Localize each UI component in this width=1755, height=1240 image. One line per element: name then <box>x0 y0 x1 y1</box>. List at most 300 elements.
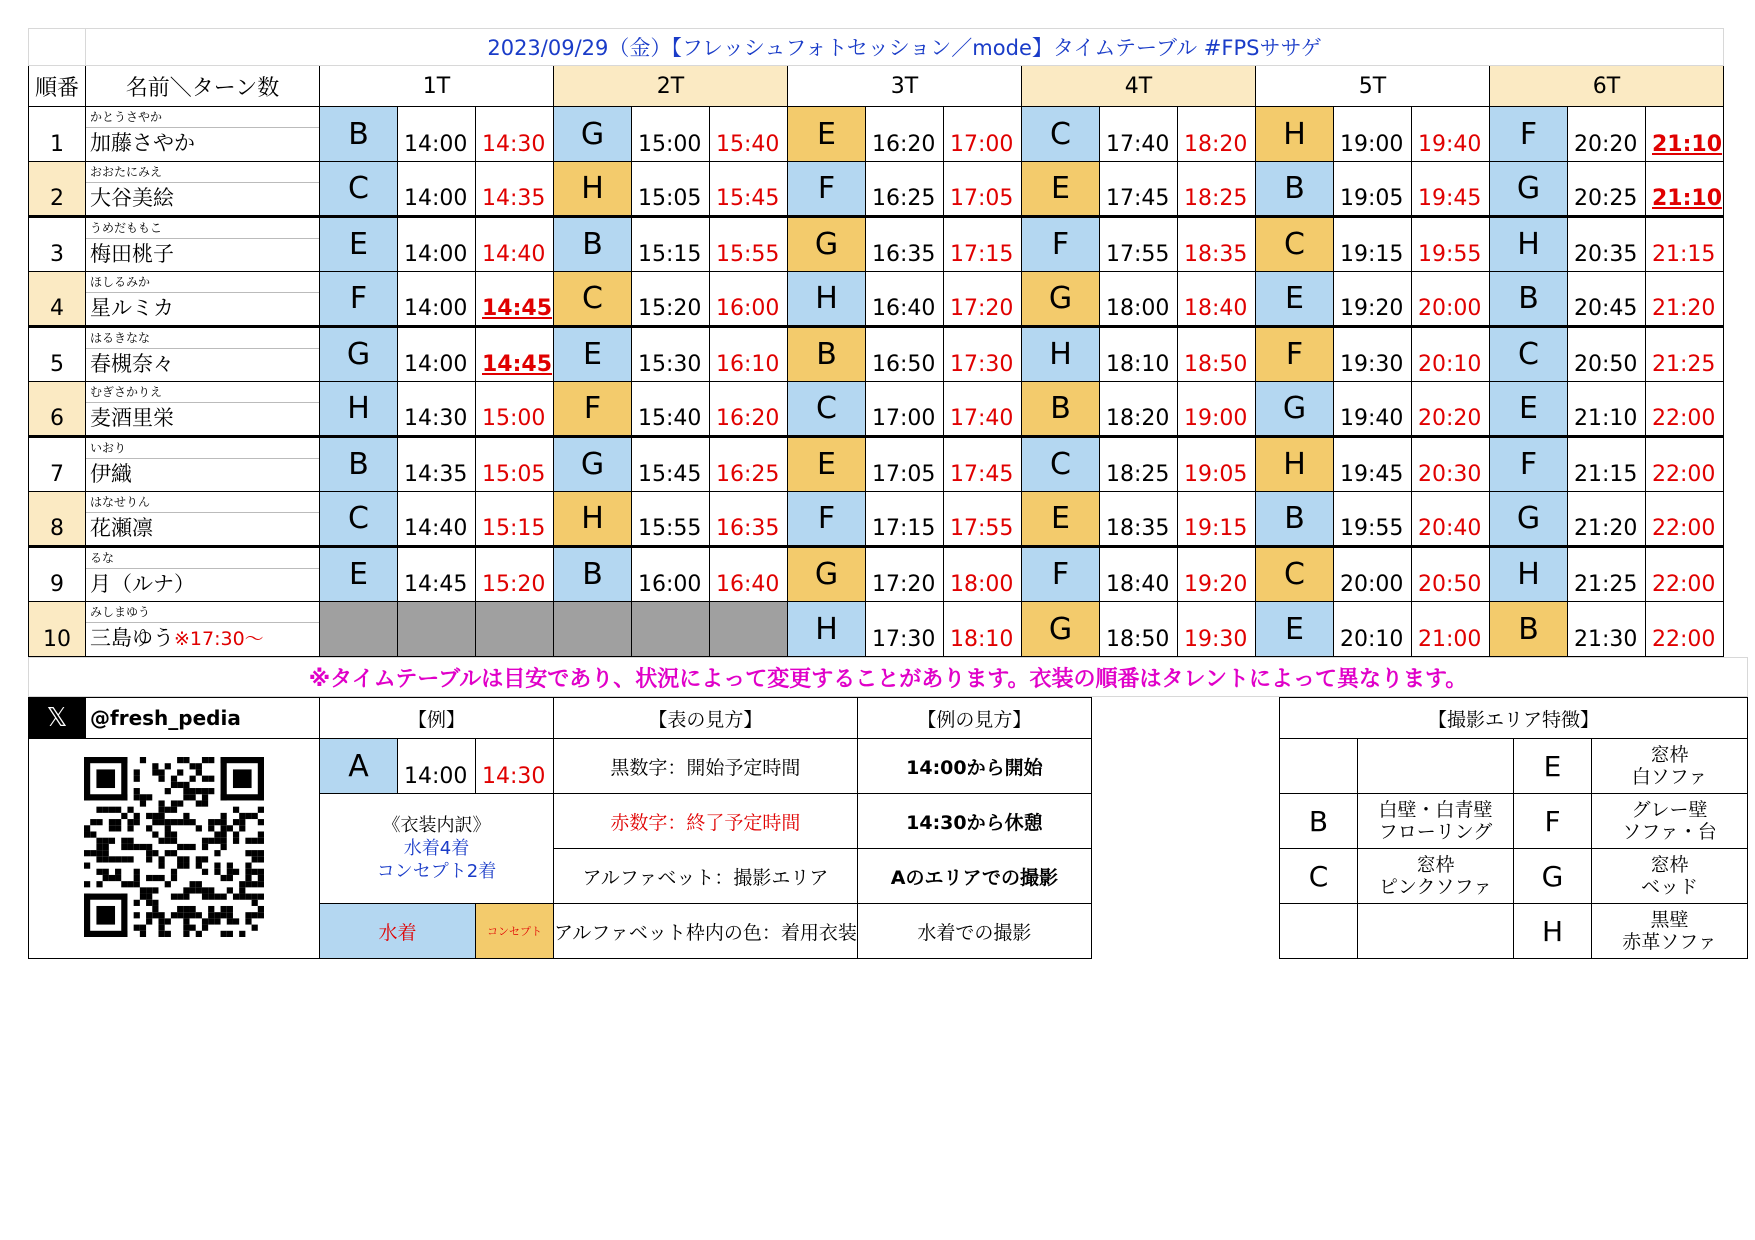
row-number: 7 <box>29 437 86 492</box>
howto-color: アルファベット枠内の色：着用衣装 <box>554 904 858 959</box>
start-time: 15:20 <box>632 272 710 327</box>
end-time: 16:25 <box>710 437 788 492</box>
end-time: 20:50 <box>1412 547 1490 602</box>
talent-name-cell <box>86 492 320 547</box>
name-furigana: みしまゆう <box>86 602 319 623</box>
example-read-header: 【例の見方】 <box>857 698 1091 739</box>
area-letter: B <box>320 437 398 492</box>
turn-header-2: 2T <box>554 66 788 107</box>
page-title: 2023/09/29（金）【フレッシュフォトセッション／mode】タイムテーブル #FPSササゲ <box>86 29 1724 66</box>
end-time: 20:20 <box>1412 382 1490 437</box>
area-letter: E <box>1256 272 1334 327</box>
start-time: 18:25 <box>1100 437 1178 492</box>
start-time: 19:55 <box>1334 492 1412 547</box>
end-time: 20:10 <box>1412 327 1490 382</box>
start-time: 14:00 <box>398 107 476 162</box>
start-time: 19:45 <box>1334 437 1412 492</box>
talent-name-cell <box>86 327 320 382</box>
name-furigana: むぎさかりえ <box>86 382 319 403</box>
end-time: 19:55 <box>1412 217 1490 272</box>
zone-header: 【撮影エリア特徴】 <box>1280 698 1748 739</box>
area-letter: G <box>788 217 866 272</box>
zone-letter-left <box>1280 904 1358 959</box>
start-time: 17:30 <box>866 602 944 657</box>
start-time: 14:00 <box>398 162 476 217</box>
example-area: A <box>320 739 398 794</box>
name-turns-header: 名前＼ターン数 <box>86 66 320 107</box>
zone-desc-line: 白壁・白青壁 <box>1378 799 1493 821</box>
area-letter: H <box>788 602 866 657</box>
end-time: 18:35 <box>1178 217 1256 272</box>
start-time: 17:15 <box>866 492 944 547</box>
zone-desc-line: 窓枠 <box>1650 744 1689 766</box>
zone-desc-right <box>1592 904 1748 959</box>
start-time: 21:15 <box>1568 437 1646 492</box>
notice-text: ※タイムテーブルは目安であり、状況によって変更することがあります。衣装の順番はタレントによって異なります。 <box>29 658 1748 697</box>
start-time: 19:40 <box>1334 382 1412 437</box>
legend-area <box>28 697 1748 977</box>
timetable-sheet <box>28 28 1748 977</box>
end-time: 21:20 <box>1646 272 1724 327</box>
start-time: 17:55 <box>1100 217 1178 272</box>
area-letter: H <box>554 162 632 217</box>
end-time: 19:20 <box>1178 547 1256 602</box>
talent-name-text: 月（ルナ） <box>90 572 195 596</box>
end-time: 18:20 <box>1178 107 1256 162</box>
end-time: 20:00 <box>1412 272 1490 327</box>
start-time: 17:05 <box>866 437 944 492</box>
talent-name-cell <box>86 272 320 327</box>
howto-start: 黒数字：開始予定時間 <box>554 739 858 794</box>
area-letter: F <box>320 272 398 327</box>
end-time: 14:45 <box>476 272 554 327</box>
area-letter: F <box>1256 327 1334 382</box>
area-letter: C <box>320 162 398 217</box>
end-time: 17:40 <box>944 382 1022 437</box>
area-letter: C <box>1022 107 1100 162</box>
start-time: 21:20 <box>1568 492 1646 547</box>
area-letter: C <box>554 272 632 327</box>
talent-name <box>86 513 319 544</box>
area-letter: G <box>554 437 632 492</box>
end-time: 21:15 <box>1646 217 1724 272</box>
area-letter: G <box>1490 162 1568 217</box>
row-number: 4 <box>29 272 86 327</box>
start-time: 18:50 <box>1100 602 1178 657</box>
area-letter: G <box>1256 382 1334 437</box>
table-row <box>29 547 1724 602</box>
end-time: 20:40 <box>1412 492 1490 547</box>
zone-desc-line: フローリング <box>1378 821 1493 843</box>
end-time: 17:20 <box>944 272 1022 327</box>
start-time: 15:45 <box>632 437 710 492</box>
start-time: 20:45 <box>1568 272 1646 327</box>
social-handle[interactable]: @fresh_pedia <box>86 698 320 739</box>
talent-name <box>86 349 319 380</box>
qr-code-image <box>84 757 264 937</box>
start-time: 16:50 <box>866 327 944 382</box>
zone-row <box>1280 849 1748 904</box>
zone-desc-line: ソファ・台 <box>1622 821 1717 843</box>
area-letter: G <box>554 107 632 162</box>
talent-name <box>86 459 319 490</box>
area-letter: B <box>1256 492 1334 547</box>
end-time: 17:30 <box>944 327 1022 382</box>
talent-name <box>86 183 319 214</box>
area-letter: G <box>1490 492 1568 547</box>
end-time: 21:25 <box>1646 327 1724 382</box>
talent-name-cell <box>86 437 320 492</box>
talent-name-text: 伊織 <box>90 462 132 486</box>
end-time: 17:55 <box>944 492 1022 547</box>
end-time: 16:40 <box>710 547 788 602</box>
area-letter: E <box>554 327 632 382</box>
talent-name <box>86 569 319 600</box>
start-time: 16:20 <box>866 107 944 162</box>
name-furigana: はるきなな <box>86 328 319 349</box>
zone-letter-left: B <box>1280 794 1358 849</box>
talent-name-cell <box>86 217 320 272</box>
end-time: 19:15 <box>1178 492 1256 547</box>
row-number: 9 <box>29 547 86 602</box>
zone-table <box>1279 697 1748 959</box>
legend-table <box>28 697 1092 959</box>
end-time: 19:05 <box>1178 437 1256 492</box>
area-letter: B <box>554 547 632 602</box>
start-time: 20:10 <box>1334 602 1412 657</box>
example-read-color: 水着での撮影 <box>857 904 1091 959</box>
area-letter: C <box>1256 547 1334 602</box>
area-letter: G <box>1022 602 1100 657</box>
start-time: 20:35 <box>1568 217 1646 272</box>
end-time: 18:50 <box>1178 327 1256 382</box>
row-number: 6 <box>29 382 86 437</box>
area-letter: H <box>320 382 398 437</box>
start-time: 17:20 <box>866 547 944 602</box>
costume-swim: 水着4着 <box>403 838 470 859</box>
name-furigana: ほしるみか <box>86 272 319 293</box>
area-letter: F <box>554 382 632 437</box>
area-letter: B <box>1490 272 1568 327</box>
row-number: 8 <box>29 492 86 547</box>
area-letter: F <box>788 492 866 547</box>
zone-letter-left: C <box>1280 849 1358 904</box>
table-row <box>29 602 1724 657</box>
talent-name <box>86 239 319 270</box>
x-logo-icon: 𝕏 <box>29 698 86 739</box>
start-time: 15:05 <box>632 162 710 217</box>
zone-letter-right: E <box>1514 739 1592 794</box>
area-letter: C <box>1490 327 1568 382</box>
zone-desc-right <box>1592 849 1748 904</box>
start-time: 18:10 <box>1100 327 1178 382</box>
talent-name-text: 春槻奈々 <box>90 352 174 376</box>
zone-letter-left <box>1280 739 1358 794</box>
example-read-start: 14:00から開始 <box>857 739 1091 794</box>
row-number: 1 <box>29 107 86 162</box>
unavailable-slot <box>320 602 398 657</box>
end-time: 19:40 <box>1412 107 1490 162</box>
start-time: 20:20 <box>1568 107 1646 162</box>
zone-desc-right <box>1592 739 1748 794</box>
name-furigana: るな <box>86 548 319 569</box>
zone-desc-line: 白ソファ <box>1631 766 1708 788</box>
costume-breakdown <box>320 794 554 904</box>
talent-name-text: 加藤さやか <box>90 131 195 155</box>
start-time: 15:55 <box>632 492 710 547</box>
end-time: 19:45 <box>1412 162 1490 217</box>
end-time: 14:35 <box>476 162 554 217</box>
zone-letter-right: H <box>1514 904 1592 959</box>
talent-name-cell <box>86 382 320 437</box>
table-row <box>29 382 1724 437</box>
end-time: 16:35 <box>710 492 788 547</box>
zone-desc-left <box>1358 904 1514 959</box>
unavailable-slot <box>554 602 632 657</box>
row-number: 2 <box>29 162 86 217</box>
area-letter: H <box>1022 327 1100 382</box>
howto-area: アルファベット：撮影エリア <box>554 849 858 904</box>
start-time: 18:40 <box>1100 547 1178 602</box>
end-time: 22:00 <box>1646 492 1724 547</box>
end-time: 14:45 <box>476 327 554 382</box>
timetable <box>28 28 1724 657</box>
costume-concept: コンセプト2着 <box>376 861 497 882</box>
talent-name-cell <box>86 547 320 602</box>
unavailable-slot <box>710 602 788 657</box>
start-time: 21:30 <box>1568 602 1646 657</box>
area-letter: H <box>1256 437 1334 492</box>
turn-header-5: 5T <box>1256 66 1490 107</box>
area-letter: G <box>788 547 866 602</box>
end-time: 19:30 <box>1178 602 1256 657</box>
zone-desc-line: ベッド <box>1640 876 1698 898</box>
example-start: 14:00 <box>398 739 476 794</box>
talent-name <box>86 293 319 324</box>
area-letter: C <box>320 492 398 547</box>
area-letter: E <box>1256 602 1334 657</box>
start-time: 15:00 <box>632 107 710 162</box>
row-number: 3 <box>29 217 86 272</box>
area-letter: E <box>320 547 398 602</box>
end-time: 18:40 <box>1178 272 1256 327</box>
turn-header-3: 3T <box>788 66 1022 107</box>
talent-name-text: 大谷美絵 <box>90 186 174 210</box>
start-time: 19:20 <box>1334 272 1412 327</box>
name-furigana: いおり <box>86 438 319 459</box>
area-letter: C <box>788 382 866 437</box>
row-number: 10 <box>29 602 86 657</box>
end-time: 18:00 <box>944 547 1022 602</box>
zone-desc-line: グレー壁 <box>1631 799 1708 821</box>
start-time: 15:40 <box>632 382 710 437</box>
talent-name <box>86 128 319 159</box>
end-time: 17:45 <box>944 437 1022 492</box>
example-end: 14:30 <box>476 739 554 794</box>
start-time: 14:35 <box>398 437 476 492</box>
costume-title: 《衣装内訳》 <box>382 815 491 836</box>
area-letter: H <box>554 492 632 547</box>
swim-color-label: 水着 <box>320 904 476 959</box>
turn-header-1: 1T <box>320 66 554 107</box>
end-time: 22:00 <box>1646 437 1724 492</box>
qr-code[interactable] <box>29 739 320 959</box>
end-time: 17:00 <box>944 107 1022 162</box>
end-time: 21:00 <box>1412 602 1490 657</box>
start-time: 18:20 <box>1100 382 1178 437</box>
area-letter: B <box>320 107 398 162</box>
start-time: 21:25 <box>1568 547 1646 602</box>
start-time: 15:30 <box>632 327 710 382</box>
area-letter: E <box>788 107 866 162</box>
end-time: 21:10 <box>1646 107 1724 162</box>
area-letter: C <box>1256 217 1334 272</box>
unavailable-slot <box>632 602 710 657</box>
name-furigana: はなせりん <box>86 492 319 513</box>
howto-header: 【表の見方】 <box>554 698 858 739</box>
area-letter: E <box>1022 492 1100 547</box>
start-time: 14:00 <box>398 272 476 327</box>
table-row <box>29 107 1724 162</box>
start-time: 16:25 <box>866 162 944 217</box>
start-time: 16:00 <box>632 547 710 602</box>
zone-row <box>1280 739 1748 794</box>
end-time: 15:45 <box>710 162 788 217</box>
start-time: 14:00 <box>398 327 476 382</box>
area-letter: F <box>788 162 866 217</box>
table-row <box>29 492 1724 547</box>
end-time: 16:00 <box>710 272 788 327</box>
zone-desc-right <box>1592 794 1748 849</box>
row-number: 5 <box>29 327 86 382</box>
area-letter: F <box>1022 547 1100 602</box>
area-letter: G <box>320 327 398 382</box>
table-row <box>29 327 1724 382</box>
talent-name-text: 麦酒里栄 <box>90 406 174 430</box>
zone-letter-right: G <box>1514 849 1592 904</box>
zone-desc-left <box>1358 794 1514 849</box>
table-row <box>29 217 1724 272</box>
name-furigana: うめだももこ <box>86 218 319 239</box>
end-time: 22:00 <box>1646 602 1724 657</box>
start-time: 19:00 <box>1334 107 1412 162</box>
start-time: 14:30 <box>398 382 476 437</box>
zone-desc-line: ピンクソファ <box>1378 876 1493 898</box>
start-time: 14:00 <box>398 217 476 272</box>
end-time: 14:40 <box>476 217 554 272</box>
area-letter: E <box>788 437 866 492</box>
talent-name <box>86 403 319 434</box>
end-time: 18:10 <box>944 602 1022 657</box>
end-time: 22:00 <box>1646 547 1724 602</box>
start-time: 16:35 <box>866 217 944 272</box>
end-time: 15:20 <box>476 547 554 602</box>
start-time: 14:40 <box>398 492 476 547</box>
table-row <box>29 162 1724 217</box>
area-letter: G <box>1022 272 1100 327</box>
area-letter: E <box>1022 162 1100 217</box>
zone-desc-line: 黒壁 <box>1650 909 1689 931</box>
name-furigana: かとうさやか <box>86 107 319 128</box>
start-time: 16:40 <box>866 272 944 327</box>
zone-row <box>1280 904 1748 959</box>
turn-header-6: 6T <box>1490 66 1724 107</box>
zone-desc-line: 赤革ソファ <box>1622 931 1717 953</box>
howto-end: 赤数字：終了予定時間 <box>554 794 858 849</box>
concept-color-label: コンセプト <box>476 904 554 959</box>
area-letter: C <box>1022 437 1100 492</box>
zone-desc-left <box>1358 849 1514 904</box>
talent-name-cell <box>86 602 320 657</box>
start-time: 20:25 <box>1568 162 1646 217</box>
area-letter: B <box>1490 602 1568 657</box>
talent-name-text: 三島ゆう <box>90 626 174 650</box>
end-time: 15:05 <box>476 437 554 492</box>
area-letter: H <box>788 272 866 327</box>
area-letter: E <box>320 217 398 272</box>
start-time: 19:05 <box>1334 162 1412 217</box>
start-time: 19:30 <box>1334 327 1412 382</box>
start-time: 15:15 <box>632 217 710 272</box>
notice-table <box>28 657 1748 697</box>
end-time: 22:00 <box>1646 382 1724 437</box>
zone-row <box>1280 794 1748 849</box>
end-time: 16:10 <box>710 327 788 382</box>
start-time: 20:00 <box>1334 547 1412 602</box>
zone-desc-line: 窓枠 <box>1416 854 1455 876</box>
end-time: 21:10 <box>1646 162 1724 217</box>
area-letter: F <box>1490 437 1568 492</box>
unavailable-slot <box>398 602 476 657</box>
area-letter: F <box>1022 217 1100 272</box>
talent-name-cell <box>86 162 320 217</box>
example-read-end: 14:30から休憩 <box>857 794 1091 849</box>
example-header: 【例】 <box>320 698 554 739</box>
zone-desc-line: 窓枠 <box>1650 854 1689 876</box>
area-letter: B <box>554 217 632 272</box>
table-row <box>29 437 1724 492</box>
end-time: 15:55 <box>710 217 788 272</box>
end-time: 15:15 <box>476 492 554 547</box>
end-time: 15:00 <box>476 382 554 437</box>
start-time: 17:00 <box>866 382 944 437</box>
start-time: 17:45 <box>1100 162 1178 217</box>
zone-desc-left <box>1358 739 1514 794</box>
zone-letter-right: F <box>1514 794 1592 849</box>
end-time: 14:30 <box>476 107 554 162</box>
talent-name-text: 花瀬凛 <box>90 516 153 540</box>
talent-name <box>86 623 319 655</box>
talent-name-cell <box>86 107 320 162</box>
turn-header-4: 4T <box>1022 66 1256 107</box>
area-letter: H <box>1256 107 1334 162</box>
area-letter: H <box>1490 217 1568 272</box>
end-time: 20:30 <box>1412 437 1490 492</box>
area-letter: H <box>1490 547 1568 602</box>
area-letter: B <box>1022 382 1100 437</box>
end-time: 15:40 <box>710 107 788 162</box>
start-time: 17:40 <box>1100 107 1178 162</box>
name-furigana: おおたにみえ <box>86 162 319 183</box>
area-letter: E <box>1490 382 1568 437</box>
start-time: 18:00 <box>1100 272 1178 327</box>
start-time: 14:45 <box>398 547 476 602</box>
area-letter: B <box>788 327 866 382</box>
order-header: 順番 <box>29 66 86 107</box>
talent-name-text: 星ルミカ <box>90 296 174 320</box>
end-time: 17:15 <box>944 217 1022 272</box>
area-letter: B <box>1256 162 1334 217</box>
